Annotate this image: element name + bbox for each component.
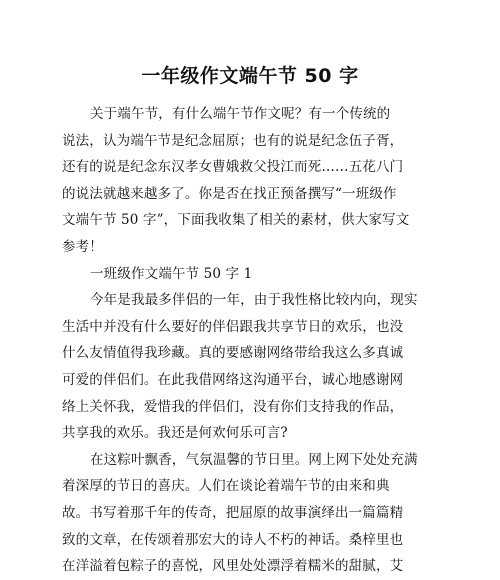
document-title: 一年级作文端午节 50 字	[141, 65, 359, 87]
text-line: 参考！	[62, 238, 103, 255]
section-heading: 一班级作文端午节 50 字 1	[90, 265, 253, 282]
text-line: 还有的说是纪念东汉孝女曹娥救父投江而死……五花八门	[62, 159, 404, 176]
document-body	[62, 101, 438, 580]
text-line: 的说法就越来越多了。你是否在找正预备撰写“一班级作	[62, 185, 397, 202]
text-line: 关于端午节，有什么端午节作文呢？有一个传统的	[90, 106, 391, 122]
text-line: 着深厚的节日的喜庆。人们在谈论着端午节的由来和典	[62, 478, 390, 495]
text-line: 故。书写着那千年的传奇，把屈原的故事演绎出一篇篇精	[62, 504, 404, 521]
text-line: 什么友情值得我珍藏。真的要感谢网络带给我这么多真诚	[62, 345, 404, 362]
text-line: 今年是我最多伴侣的一年，由于我性格比较内向，现实	[90, 292, 418, 309]
text-line: 致的文章，在传颂着那宏大的诗人不朽的神话。桑梓里也	[62, 531, 404, 548]
text-line: 共享我的欢乐。我还是何欢何乐可言?	[62, 425, 288, 442]
text-line: 在这粽叶飘香，气氛温馨的节日里。网上网下处处充满	[90, 451, 418, 468]
text-line: 在洋溢着包粽子的喜悦，风里处处漂浮着糯米的甜腻，艾	[62, 558, 404, 575]
text-line: 生活中并没有什么要好的伴侣跟我共享节日的欢乐，也没	[62, 318, 404, 335]
text-line: 文端午节 50 字”，下面我收集了相关的素材，供大家写文	[62, 212, 410, 229]
text-line: 络上关怀我，爱惜我的伴侣们，没有你们支持我的作品，	[62, 398, 404, 415]
text-line: 说法，认为端午节是纪念屈原；也有的说是纪念伍子胥，	[62, 132, 404, 149]
text-line: 可爱的伴侣们。在此我借网络这沟通平台，诚心地感谢网	[62, 371, 404, 388]
